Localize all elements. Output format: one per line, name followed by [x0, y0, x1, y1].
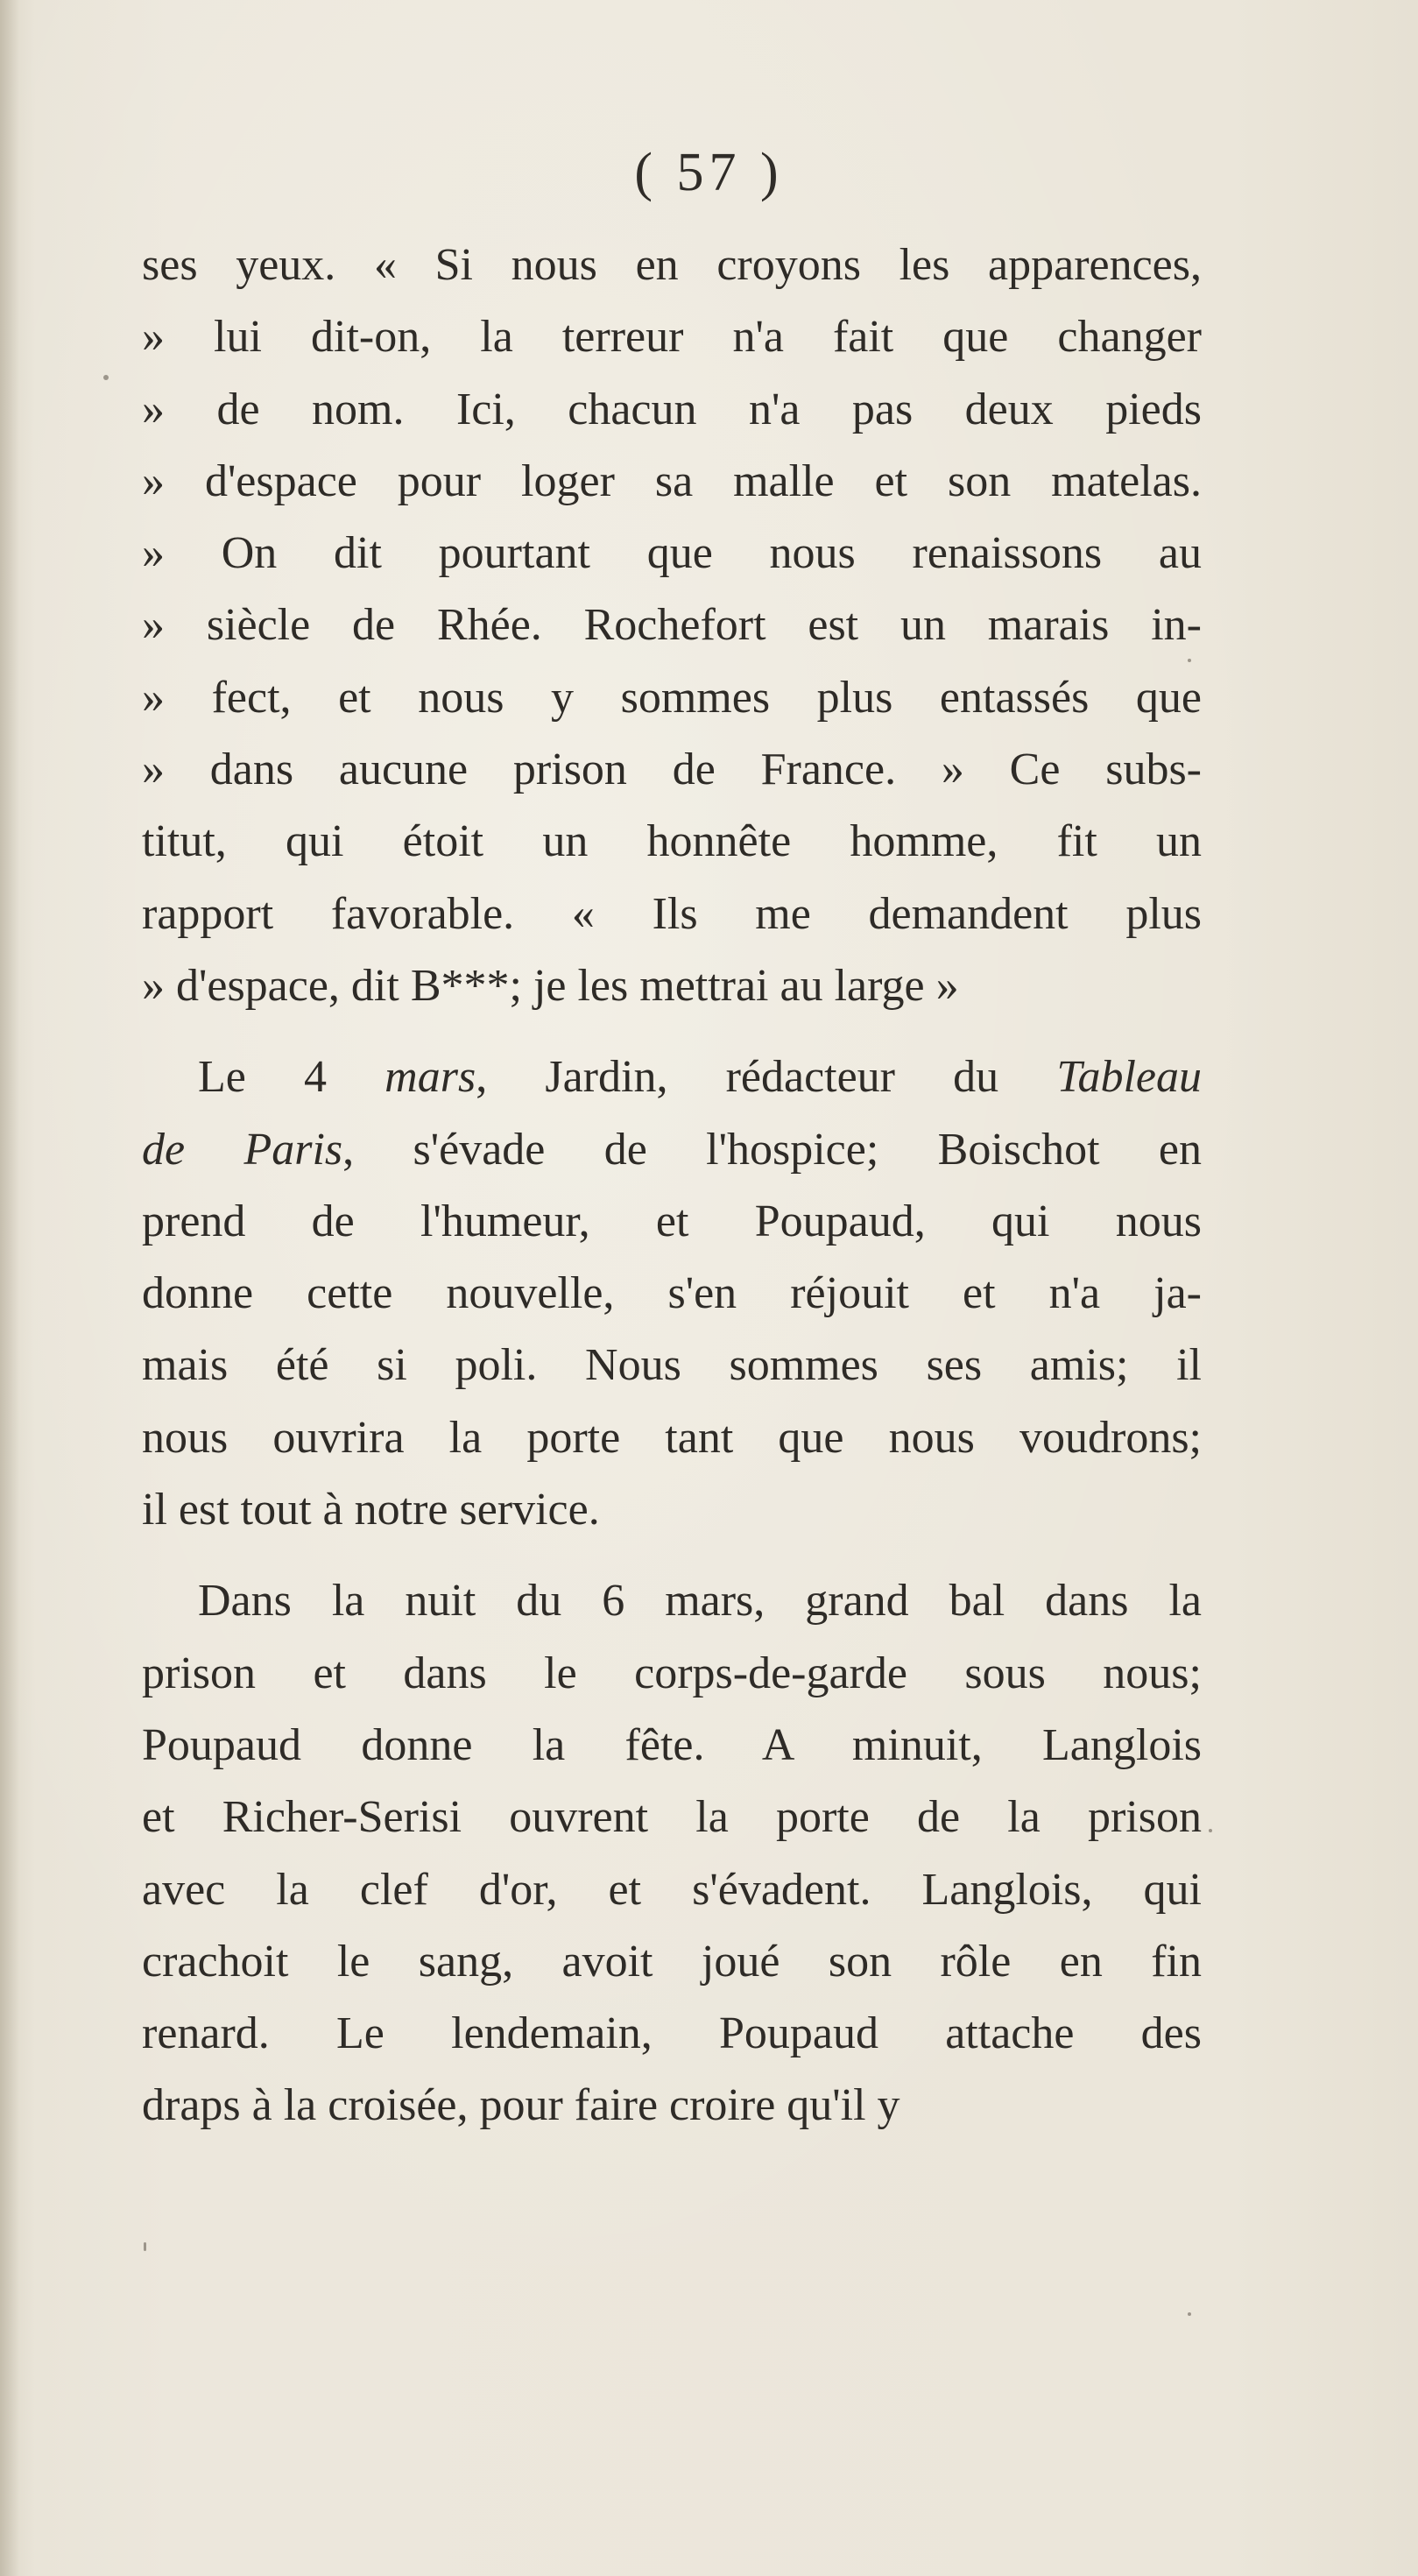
text-line [142, 1114, 1202, 1186]
text-run: Poupaud donne la fête. A minuit, Langlois [142, 1719, 1202, 1770]
text-line [142, 1782, 1202, 1853]
text-line [142, 229, 1202, 301]
text-run: prison et dans le corps-de-garde sous nous; [142, 1648, 1202, 1698]
paper-speck [144, 2242, 146, 2251]
text-line [142, 1710, 1202, 1782]
text-run: avec la clef d'or, et s'évadent. Langlois, qui [142, 1864, 1202, 1915]
text-run: Dans la nuit du 6 mars, grand bal dans la [198, 1576, 1202, 1627]
page-edge-stain [0, 0, 19, 2576]
text-run: donne cette nouvelle, s'en réjouit et n'a ja- [142, 1268, 1202, 1319]
text-run: crachoit le sang, avoit joué son rôle en fin [142, 1936, 1202, 1987]
paragraph-gap [142, 1546, 1202, 1565]
text-line [142, 950, 1202, 1022]
text-line [142, 1402, 1202, 1474]
text-line [142, 374, 1202, 446]
text-line [142, 1186, 1202, 1258]
text-line [142, 301, 1202, 373]
text-run: » d'espace, dit B***; je les mettrai au large » [142, 960, 959, 1011]
text-line [142, 806, 1202, 878]
text-line [142, 1854, 1202, 1926]
text-run: Le 4 [198, 1052, 385, 1103]
text-run: , s'évade de l'hospice; Boischot en [342, 1124, 1202, 1175]
text-run: » lui dit-on, la terreur n'a fait que changer [142, 312, 1202, 363]
text-run: ses yeux. « Si nous en croyons les apparences, [142, 240, 1202, 290]
text-run: titut, qui étoit un honnête homme, fit un [142, 816, 1202, 867]
text-line [142, 1474, 1202, 1546]
text-run: nous ouvrira la porte tant que nous voudrons; [142, 1412, 1202, 1463]
paper-speck [103, 375, 109, 380]
italic-text-run: mars [384, 1052, 476, 1103]
text-line [142, 2070, 1202, 2142]
text-run: » fect, et nous y sommes plus entassés que [142, 672, 1202, 723]
text-line [142, 1565, 1202, 1637]
page-number: ( 57 ) [634, 143, 784, 202]
italic-text-run: Tableau [1056, 1052, 1202, 1103]
paper-speck [1188, 2312, 1191, 2316]
text-line [142, 879, 1202, 950]
text-run: rapport favorable. « Ils me demandent plus [142, 888, 1202, 939]
text-line [142, 1998, 1202, 2070]
text-line [142, 518, 1202, 589]
paper-speck [1188, 659, 1191, 662]
paper-speck [1209, 1829, 1212, 1832]
text-line [142, 1258, 1202, 1330]
paragraph-gap [142, 1022, 1202, 1041]
text-line [142, 662, 1202, 734]
text-line [142, 1330, 1202, 1401]
body-text [142, 229, 1202, 2142]
text-run: , Jardin, rédacteur du [476, 1052, 1057, 1103]
text-run: » d'espace pour loger sa malle et son matelas. [142, 455, 1202, 506]
text-line [142, 734, 1202, 806]
text-run: et Richer-Serisi ouvrent la porte de la prison [142, 1792, 1202, 1843]
text-line [142, 446, 1202, 518]
text-line [142, 1926, 1202, 1998]
text-run: » On dit pourtant que nous renaissons au [142, 528, 1202, 579]
text-run: » dans aucune prison de France. » Ce subs- [142, 745, 1202, 795]
text-run: mais été si poli. Nous sommes ses amis; il [142, 1340, 1202, 1391]
text-line [142, 589, 1202, 661]
text-line [142, 1041, 1202, 1113]
text-run: draps à la croisée, pour faire croire qu'il y [142, 2080, 900, 2131]
text-run: prend de l'humeur, et Poupaud, qui nous [142, 1196, 1202, 1246]
text-run: » siècle de Rhée. Rochefort est un marais in- [142, 600, 1202, 651]
text-run: il est tout à notre service. [142, 1485, 600, 1535]
text-run: renard. Le lendemain, Poupaud attache des [142, 2008, 1202, 2059]
italic-text-run: de Paris [142, 1124, 343, 1175]
text-line [142, 1638, 1202, 1710]
text-run: » de nom. Ici, chacun n'a pas deux pieds [142, 384, 1202, 434]
